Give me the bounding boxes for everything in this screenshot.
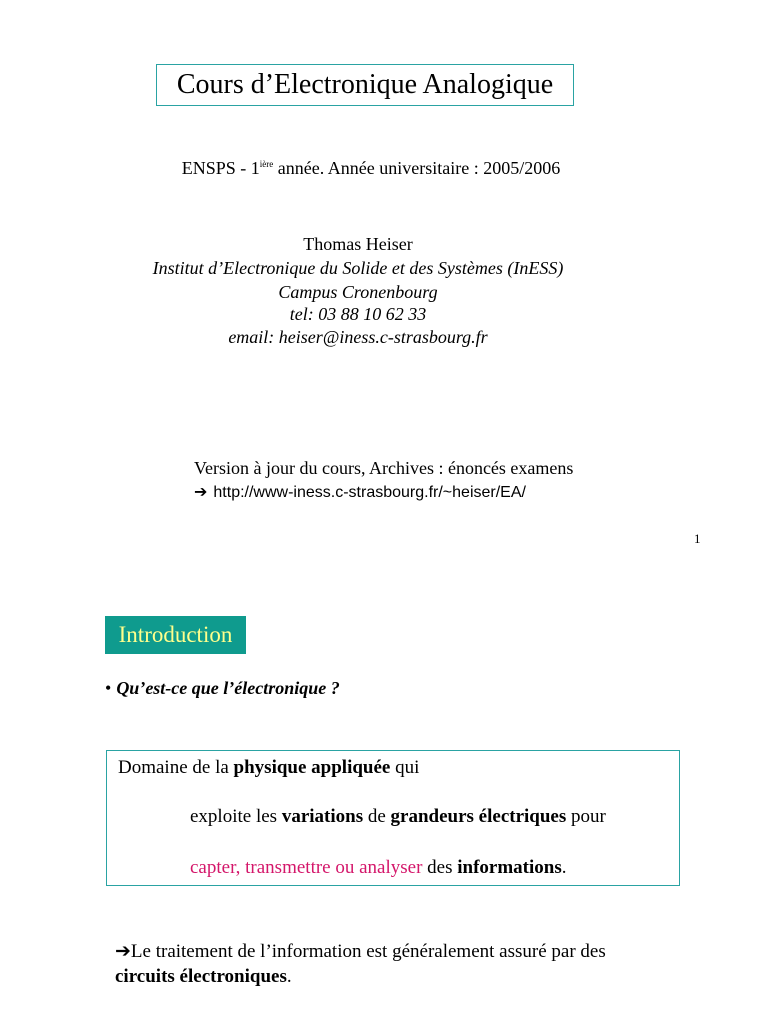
definition-text: des bbox=[422, 857, 458, 878]
definition-text: exploite les bbox=[190, 806, 282, 827]
definition-line-1 bbox=[118, 757, 419, 779]
definition-keyword: variations bbox=[281, 806, 364, 827]
version-archive-note: Version à jour du cours, Archives : énoncés examens bbox=[194, 458, 574, 478]
definition-line-2 bbox=[190, 806, 606, 828]
definition-text: pour bbox=[566, 806, 606, 827]
subtitle-suffix: année. Année universitaire : 2005/2006 bbox=[273, 158, 561, 178]
conclusion-line-1 bbox=[115, 940, 606, 963]
definition-keyword: informations bbox=[457, 857, 562, 878]
author-campus: Campus Cronenbourg bbox=[278, 282, 438, 302]
right-arrow-icon: ➔ bbox=[115, 941, 131, 962]
subtitle-superscript: ière bbox=[259, 159, 274, 169]
question-bullet bbox=[105, 678, 340, 699]
definition-text: . bbox=[561, 857, 567, 878]
conclusion-text: . bbox=[286, 966, 292, 987]
definition-text: Domaine de la bbox=[118, 757, 234, 778]
definition-keyword: physique appliquée bbox=[233, 757, 391, 778]
page-number: 1 bbox=[694, 531, 701, 546]
course-subtitle bbox=[0, 158, 742, 179]
subtitle-prefix: ENSPS - 1 bbox=[181, 158, 260, 178]
section-heading-text: Introduction bbox=[118, 622, 233, 647]
definition-line-3 bbox=[190, 857, 567, 879]
bullet-icon: • bbox=[105, 678, 112, 698]
definition-text: de bbox=[363, 806, 391, 827]
course-url-link[interactable]: http://www-iness.c-strasbourg.fr/~heiser/EA/ bbox=[213, 484, 526, 501]
author-phone: tel: 03 88 10 62 33 bbox=[289, 304, 427, 324]
definition-text: qui bbox=[390, 757, 420, 778]
definition-highlight: capter, transmettre ou analyser bbox=[190, 857, 423, 878]
conclusion-line-2 bbox=[115, 966, 292, 988]
definition-keyword: grandeurs électriques bbox=[390, 806, 567, 827]
course-title-text: Cours d’Electronique Analogique bbox=[176, 69, 554, 100]
question-text: Qu’est-ce que l’électronique ? bbox=[116, 678, 340, 698]
section-heading-introduction bbox=[105, 616, 246, 654]
conclusion-keyword: circuits électroniques bbox=[115, 966, 287, 987]
conclusion-text: Le traitement de l’information est généralement assuré par des bbox=[130, 941, 606, 962]
course-title bbox=[156, 64, 574, 106]
author-email: email: heiser@iness.c-strasbourg.fr bbox=[228, 327, 488, 347]
right-arrow-icon: ➔ bbox=[194, 484, 208, 501]
author-institute: Institut d’Electronique du Solide et des Systèmes (InESS) bbox=[152, 258, 564, 278]
course-url-line bbox=[194, 482, 526, 502]
author-name: Thomas Heiser bbox=[303, 234, 413, 254]
